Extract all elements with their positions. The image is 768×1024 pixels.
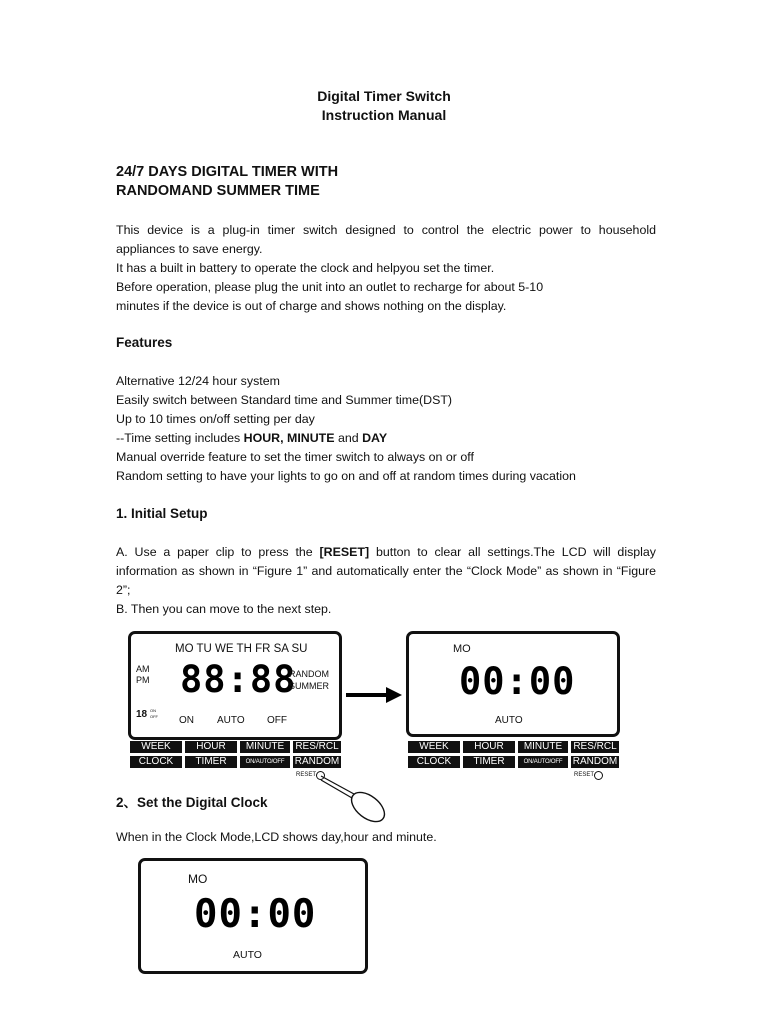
figure1-auto: AUTO: [217, 715, 245, 726]
figure1-on: ON: [179, 715, 194, 726]
figure2-button-row-1: [408, 741, 619, 753]
figure2-reset-hole: [594, 771, 603, 780]
time-setting-and: and: [334, 431, 363, 445]
figure1-button-row-1: [130, 741, 341, 753]
reset-keyword: [RESET]: [319, 545, 370, 559]
feature-item: Up to 10 times on/off setting per day: [116, 412, 315, 426]
week-button: WEEK: [130, 741, 182, 753]
on-auto-off-button: ON/AUTO/OFF: [518, 756, 568, 768]
figure2-button-row-2: [408, 756, 619, 768]
figure1-summer: SUMMER: [289, 681, 329, 691]
figure2-auto: AUTO: [495, 715, 523, 726]
intro-paragraph-3: Before operation, please plug the unit into an outlet to recharge for about 5-10: [116, 280, 544, 294]
figure3-auto: AUTO: [233, 949, 262, 961]
setup-step-a: [116, 543, 656, 600]
figure2-day: MO: [453, 643, 471, 655]
figure1-reset-label: RESET: [296, 772, 317, 778]
setup-step-a-suffix: button to clear all settings.The LCD will display information as shown in “Figure 1” and automatically enter the “Clock Mode” as shown in “Figure 2”;: [116, 545, 656, 597]
arrow-right-icon: [344, 685, 404, 705]
random-button: RANDOM: [572, 756, 618, 767]
feature-item: Easily switch between Standard time and Summer time(DST): [116, 393, 453, 407]
product-heading-line2: RANDOMAND SUMMER TIME: [116, 183, 320, 199]
intro-paragraph-1: This device is a plug-in timer switch designed to control the electric power to household appliances to save energy.: [116, 223, 656, 256]
figure1-count-on: ON: [150, 708, 156, 713]
figure2-reset-label: RESET: [574, 772, 595, 778]
figure1-button-row-2: [130, 756, 341, 768]
feature-item: Random setting to have your lights to go on and off at random times during vacation: [116, 469, 576, 483]
setup-step-b: B. Then you can move to the next step.: [116, 602, 332, 616]
figure1-days: MO TU WE TH FR SA SU: [175, 643, 308, 655]
figure3-time-display: 00:00: [194, 892, 317, 937]
figure1-time-display: 88:88: [180, 658, 297, 701]
intro-paragraph-2: It has a built in battery to operate the clock and helpyou set the timer.: [116, 261, 495, 275]
hour-button: HOUR: [463, 741, 515, 753]
random-button: RANDOM: [294, 756, 340, 767]
figure3-day: MO: [188, 872, 208, 886]
week-button: WEEK: [408, 741, 460, 753]
time-setting-day: DAY: [362, 431, 388, 445]
figure2-time-display: 00:00: [459, 660, 576, 703]
figure2-lcd: [406, 631, 620, 737]
set-clock-heading: 2、Set the Digital Clock: [116, 795, 268, 810]
product-heading-line1: 24/7 DAYS DIGITAL TIMER WITH: [116, 164, 339, 180]
setup-step-a-prefix: A. Use a paper clip to press the: [116, 545, 320, 559]
figure1-program-count: 18: [136, 709, 148, 720]
feature-item: Alternative 12/24 hour system: [116, 374, 280, 388]
figure1-random: RANDOM: [289, 669, 329, 679]
document-subtitle: Instruction Manual: [321, 107, 447, 123]
timer-button: TIMER: [185, 756, 237, 768]
timer-button: TIMER: [463, 756, 515, 768]
hour-button: HOUR: [185, 741, 237, 753]
time-setting-prefix: --Time setting includes: [116, 431, 244, 445]
feature-item-time-setting: [116, 429, 656, 448]
document-title: Digital Timer Switch: [317, 88, 451, 104]
figure1-lcd: [128, 631, 342, 740]
on-auto-off-button: ON/AUTO/OFF: [240, 756, 290, 768]
paper-clip-icon: [318, 772, 390, 832]
res-rcl-button: RES/RCL: [571, 741, 619, 753]
clock-button: CLOCK: [130, 756, 182, 768]
figure1-off: OFF: [267, 715, 287, 726]
features-heading: Features: [116, 335, 173, 350]
figure3-lcd: [138, 858, 368, 974]
res-rcl-button: RES/RCL: [293, 741, 341, 753]
feature-item: Manual override feature to set the timer switch to always on or off: [116, 450, 474, 464]
figure1-am: AM: [136, 664, 150, 674]
initial-setup-heading: 1. Initial Setup: [116, 506, 208, 521]
minute-button: MINUTE: [518, 741, 568, 753]
time-setting-minute: MINUTE: [287, 431, 335, 445]
figure1-pm: PM: [136, 675, 150, 685]
figure1-count-off: OFF: [150, 714, 158, 719]
set-clock-text: When in the Clock Mode,LCD shows day,hour and minute.: [116, 830, 437, 844]
intro-paragraph-4: minutes if the device is out of charge and shows nothing on the display.: [116, 299, 507, 313]
time-setting-hour: HOUR,: [243, 431, 287, 445]
minute-button: MINUTE: [240, 741, 290, 753]
clock-button: CLOCK: [408, 756, 460, 768]
